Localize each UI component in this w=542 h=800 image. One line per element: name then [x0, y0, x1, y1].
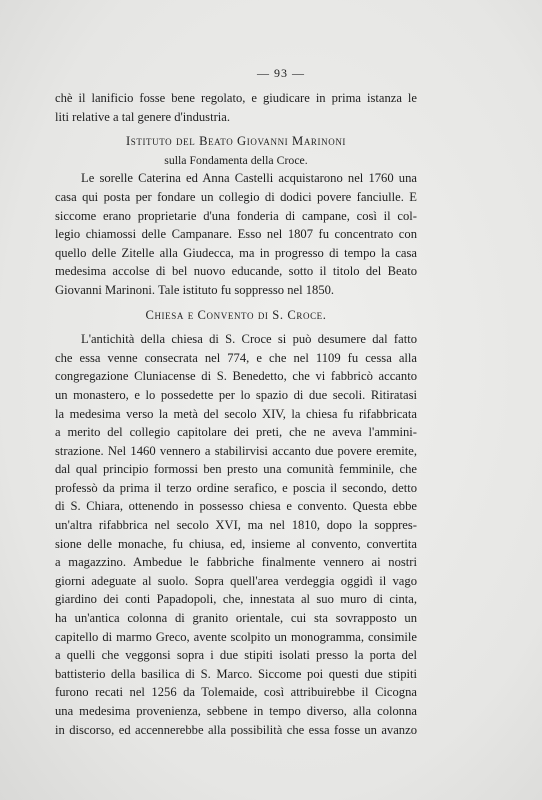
page-number: — 93 — [257, 66, 305, 80]
text-line: furono recati nel 1256 da Tolemaide, così attribuirebbe il Cicogna [55, 685, 417, 700]
text-line: a quelli che veggonsi sopra i due stipiti isolati presso la porta del [55, 648, 417, 663]
text-line: a magazzino. Ambedue le fabbriche finalmente vennero ai nostri [55, 555, 417, 570]
text-line: dal qual principio formossi ben presto una comunità femminile, che [55, 462, 417, 477]
text-line: ha un'antica colonna di granito orientale, cui sta sovrapposto un [55, 611, 417, 626]
text-line: un'altra rifabbrica nel secolo XVI, ma nel 1810, dopo la soppres- [55, 518, 417, 533]
intro-paragraph [55, 89, 417, 126]
text-line: casa qui posta per fondare un collegio di dodici povere fanciulle. E [55, 189, 417, 204]
page-body [55, 89, 417, 739]
text-line: capitello di marmo Greco, avente scolpito un monogramma, consimile [55, 629, 417, 644]
text-line: che essa venne consecrata nel 774, e che nel 1109 fu cessa alla [55, 350, 417, 365]
text-line: L'antichità della chiesa di S. Croce si può desumere dal fatto [81, 332, 417, 347]
text-line: sione delle monache, fu chiusa, ed, insieme al convento, convertita [55, 536, 417, 551]
text-line: battisterio della basilica di S. Marco. Siccome poi questi due stipiti [55, 666, 417, 681]
text-line: la medesima verso la metà del secolo XIV, la chiesa fu rifabbricata [55, 406, 417, 421]
text-line: chè il lanificio fosse bene regolato, e giudicare in prima istanza le [55, 91, 417, 105]
text-line: siccome erano proprietarie d'una fonderia di campane, così il col- [55, 208, 417, 223]
text-line: una medesima provenienza, sebbene in tempo diverso, alla colonna [55, 704, 417, 718]
section-heading-istituto: Istituto del Beato Giovanni Marinoni [125, 134, 347, 149]
text-line: di S. Chiara, ottenendo in possesso chiesa e convento. Questa ebbe [55, 499, 417, 514]
text-line: legio chiamossi delle Campanare. Esso nel 1807 fu concentrato con [55, 227, 417, 242]
text-line: quello delle Zitelle alla Giudecca, ma in progresso di tempo la casa [55, 245, 417, 260]
text-line: giorni adeguate al suolo. Sopra quell'area verdeggia oggidì il vago [55, 573, 417, 588]
text-line: congregazione Cluniacense di S. Benedetto, che vi fabbricò accanto [55, 369, 417, 384]
paragraph-istituto [55, 169, 417, 299]
text-line: Le sorelle Caterina ed Anna Castelli acquistarono nel 1760 una [81, 171, 417, 186]
paragraph-chiesa [55, 330, 417, 739]
text-line: in discorso, ed accennerebbe alla possibilità che essa fosse un avanzo [55, 722, 417, 737]
section-heading-chiesa: Chiesa e Convento di S. Croce. [145, 307, 327, 322]
section-subheading: sulla Fondamenta della Croce. [164, 152, 308, 167]
text-line: un monastero, e lo possedette per lo spazio di due secoli. Ritiratasi [55, 387, 417, 402]
text-line: medesima accolse di bel nuovo educande, sotto il titolo del Beato [55, 264, 417, 279]
text-line: Giovanni Marinoni. Tale istituto fu soppresso nel 1850. [55, 282, 335, 297]
text-line: a merito del collegio capitolare dei preti, che ne aveva l'ammini- [55, 425, 417, 440]
text-line: giardino dei conti Papadopoli, che, innestata al suo muro di cinta, [55, 592, 417, 607]
text-line: liti relative a tal genere d'industria. [55, 109, 231, 124]
text-line: professò da prima il terzo ordine serafico, e poscia il secondo, detto [55, 480, 417, 495]
text-line: strazione. Nel 1460 vennero a stabilirvisi accanto due povere eremite, [55, 443, 417, 458]
